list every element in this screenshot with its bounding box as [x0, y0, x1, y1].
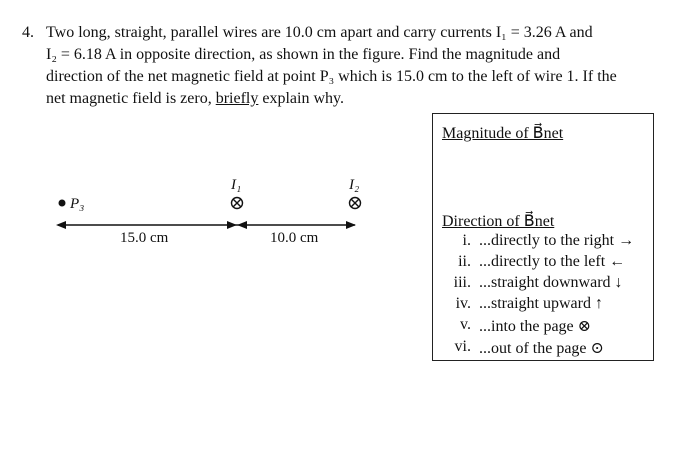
- question-line-4: [46, 88, 344, 110]
- question-line-4-end: explain why.: [258, 90, 344, 107]
- distance-arrow-line: [56, 221, 356, 229]
- option-text: ...into the page ⊗: [479, 318, 592, 335]
- option-number: iii.: [453, 274, 471, 291]
- question-line-2: I₂ = 6.18 A in opposite direction, as shown in the figure. Find the magnitude and: [46, 46, 561, 63]
- option-text: ...straight upward ↑: [479, 295, 603, 312]
- direction-heading: Direction of B⃗net: [442, 213, 555, 230]
- wire1-label: I₁: [231, 177, 242, 193]
- distance-label-1: 15.0 cm: [120, 230, 169, 246]
- wire1-into-page-icon: [232, 198, 243, 209]
- question-briefly: briefly: [215, 90, 259, 107]
- wire-figure: [0, 160, 400, 420]
- option-text: ...straight downward ↓: [479, 274, 623, 291]
- question-line-3: direction of the net magnetic field at point P₃ which is 15.0 cm to the left of wire 1. If the: [46, 68, 617, 85]
- option-number: iv.: [455, 295, 471, 312]
- point-p3-label: P₃: [70, 196, 85, 212]
- answer-box: [432, 113, 654, 361]
- question-line-4-start: net magnetic field is zero,: [46, 90, 216, 107]
- option-text: ...directly to the left ←: [479, 253, 626, 270]
- option-number: ii.: [458, 253, 471, 270]
- point-p3-dot: [59, 200, 66, 207]
- wire2-label: I₂: [349, 177, 360, 193]
- option-number: i.: [462, 232, 471, 249]
- magnitude-heading: Magnitude of B⃗net: [442, 125, 564, 142]
- question-number: 4.: [22, 24, 34, 41]
- option-text: ...out of the page ⊙: [479, 340, 604, 357]
- wire2-into-page-icon: [350, 198, 361, 209]
- distance-label-2: 10.0 cm: [270, 230, 319, 246]
- option-number: v.: [460, 316, 471, 333]
- question-line-1: Two long, straight, parallel wires are 10.0 cm apart and carry currents I₁ = 3.26 A and: [46, 24, 593, 41]
- option-text: ...directly to the right →: [479, 232, 635, 249]
- option-number: vi.: [454, 338, 471, 355]
